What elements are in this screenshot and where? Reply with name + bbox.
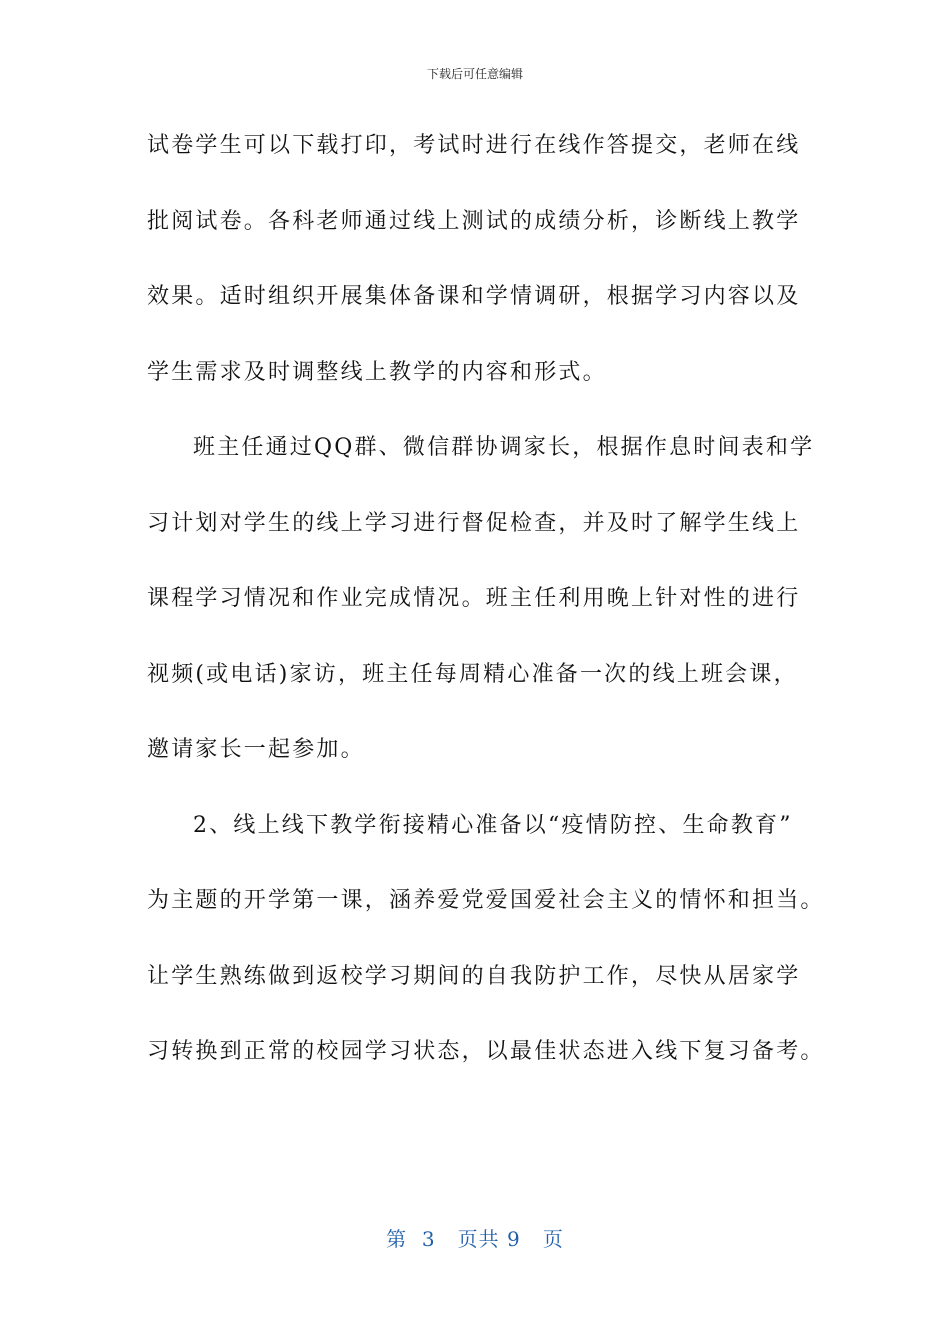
paragraph-3-line-3: 让学生熟练做到返校学习期间的自我防护工作，尽快从居家学 — [147, 963, 801, 989]
paragraph-1-line-1: 试卷学生可以下载打印，考试时进行在线作答提交，老师在线 — [147, 133, 801, 158]
paragraph-1-line-2: 批阅试卷。各科老师通过线上测试的成绩分析，诊断线上教学 — [147, 208, 801, 234]
page-number-footer: 第 3 页共 9 页 — [386, 1227, 564, 1251]
paragraph-3-line-2: 为主题的开学第一课，涵养爱党爱国爱社会主义的情怀和担当。 — [147, 888, 825, 913]
paragraph-2-line-2: 习计划对学生的线上学习进行督促检查，并及时了解学生线上 — [147, 510, 801, 536]
paragraph-1-line-3: 效果。适时组织开展集体备课和学情调研，根据学习内容以及 — [147, 284, 801, 309]
paragraph-2-line-4: 视频(或电话)家访，班主任每周精心准备一次的线上班会课， — [147, 661, 798, 687]
paragraph-1-line-4: 学生需求及时调整线上教学的内容和形式。 — [147, 359, 607, 385]
paragraph-3-line-4: 习转换到正常的校园学习状态，以最佳状态进入线下复习备考。 — [147, 1039, 825, 1064]
page-header: 下载后可任意编辑 — [426, 67, 523, 81]
paragraph-3-line-1: 2、线上线下教学衔接精心准备以“疫情防控、生命教育” — [193, 812, 793, 838]
document-body — [147, 120, 827, 1102]
paragraph-2-line-5: 邀请家长一起参加。 — [147, 737, 365, 762]
paragraph-2-line-1: 班主任通过QQ群、微信群协调家长，根据作息时间表和学 — [193, 435, 815, 460]
paragraph-2-line-3: 课程学习情况和作业完成情况。班主任利用晚上针对性的进行 — [147, 586, 801, 611]
